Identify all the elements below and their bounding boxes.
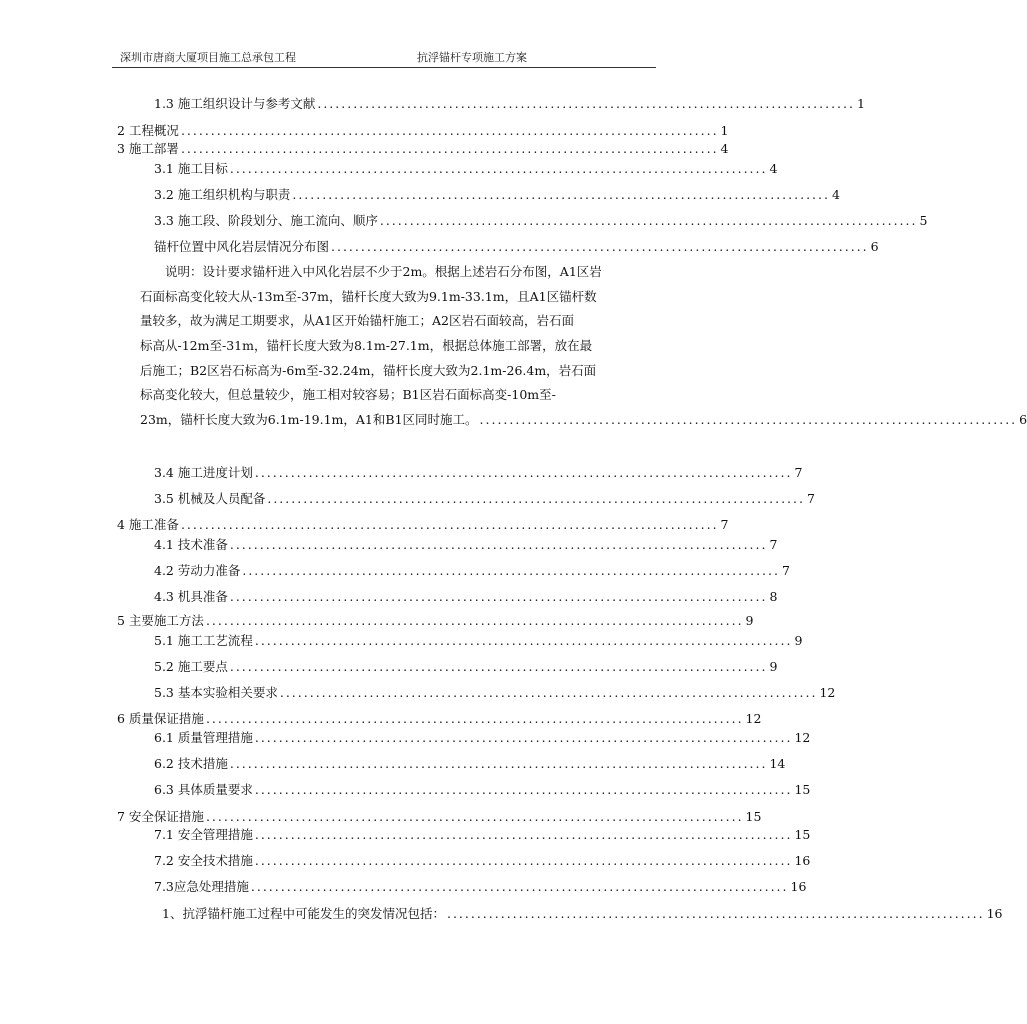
toc-leader: .......................................................................................... <box>242 563 780 578</box>
toc-entry-title: 4.3 机具准备 <box>154 589 228 604</box>
toc-leader: .......................................................................................... <box>180 517 719 532</box>
toc-entry-page: 9 <box>794 633 803 648</box>
toc-entry-page: 16 <box>790 879 807 894</box>
toc-leader: .......................................................................................... <box>267 491 805 506</box>
header-project-name: 深圳市唐商大厦项目施工总承包工程 <box>120 51 296 64</box>
toc-entry[interactable] <box>154 562 790 580</box>
toc-entry-page: 16 <box>986 906 1003 921</box>
note-last-line-page: 6 <box>1019 412 1027 428</box>
note-line: 标高从-12m至-31m，锚杆长度大致为8.1m-27.1m，根据总体施工部署，放在最 <box>140 338 593 354</box>
toc-leader: .......................................................................................... <box>254 782 793 797</box>
toc-entry[interactable] <box>154 490 815 508</box>
toc-entry-title: 3.4 施工进度计划 <box>154 465 253 480</box>
toc-entry-page: 15 <box>794 827 811 842</box>
toc-leader: .......................................................................................... <box>254 827 793 842</box>
note-line: 标高变化较大，但总量较少，施工相对较容易；B1区岩石面标高变-10m至- <box>140 387 556 403</box>
toc-leader: .......................................................................................... <box>254 465 793 480</box>
note-line: 量较多，故为满足工期要求，从A1区开始锚杆施工；A2区岩石面较高，岩石面 <box>140 313 574 329</box>
toc-leader: .......................................................................................... <box>479 412 1018 428</box>
toc-entry[interactable] <box>117 122 729 140</box>
toc-entry-page: 5 <box>919 213 928 228</box>
toc-leader: .......................................................................................... <box>254 633 793 648</box>
toc-leader: .......................................................................................... <box>229 589 768 604</box>
toc-leader: .......................................................................................... <box>331 239 869 254</box>
toc-entry-title: 4.2 劳动力准备 <box>154 563 241 578</box>
toc-leader: .......................................................................................... <box>379 213 918 228</box>
toc-entry-title: 4 施工准备 <box>117 517 179 532</box>
toc-entry[interactable] <box>154 658 778 676</box>
toc-entry-page: 9 <box>745 613 754 628</box>
toc-entry[interactable] <box>117 140 729 158</box>
toc-leader: .......................................................................................... <box>229 659 768 674</box>
toc-entry-page: 12 <box>819 685 836 700</box>
toc-leader: .......................................................................................... <box>250 879 789 894</box>
toc-entry-page: 7 <box>806 491 815 506</box>
toc-entry[interactable] <box>117 808 762 826</box>
toc-entry-title: 7.3应急处理措施 <box>154 879 249 894</box>
toc-leader: .......................................................................................... <box>229 161 768 176</box>
toc-entry[interactable] <box>154 729 811 747</box>
toc-entry-title: 7.2 安全技术措施 <box>154 853 253 868</box>
toc-entry[interactable] <box>154 878 807 896</box>
toc-entry-page: 7 <box>794 465 803 480</box>
toc-entry-page: 9 <box>769 659 778 674</box>
note-line: 说明：设计要求锚杆进入中风化岩层不少于2m。根据上述岩石分布图，A1区岩 <box>140 264 602 279</box>
toc-entry-title: 6.2 技术措施 <box>154 756 228 771</box>
toc-entry-page: 4 <box>831 187 840 202</box>
toc-entry-title: 5.1 施工工艺流程 <box>154 633 253 648</box>
toc-leader: .......................................................................................... <box>254 730 793 745</box>
toc-entry[interactable] <box>154 160 778 178</box>
toc-entry-title: 3.2 施工组织机构与职责 <box>154 187 291 202</box>
toc-leader: .......................................................................................... <box>180 141 719 156</box>
toc-entry[interactable] <box>154 684 836 702</box>
toc-entry-page: 7 <box>720 517 729 532</box>
toc-entry-title: 7 安全保证措施 <box>117 809 204 824</box>
toc-entry-page: 15 <box>745 809 762 824</box>
toc-entry-title: 6.1 质量管理措施 <box>154 730 253 745</box>
toc-entry-page: 4 <box>720 141 729 156</box>
toc-entry[interactable] <box>154 588 778 606</box>
toc-leader: .......................................................................................... <box>205 809 744 824</box>
header-document-title: 抗浮锚杆专项施工方案 <box>417 51 527 64</box>
toc-entry-page: 7 <box>781 563 790 578</box>
toc-entry[interactable] <box>117 612 754 630</box>
toc-entry[interactable] <box>117 710 762 728</box>
toc-leader: .......................................................................................... <box>229 756 768 771</box>
toc-entry-page: 1 <box>720 123 729 138</box>
toc-entry-title: 5 主要施工方法 <box>117 613 204 628</box>
toc-leader: .......................................................................................... <box>279 685 818 700</box>
toc-entry-title: 3 施工部署 <box>117 141 179 156</box>
toc-entry[interactable] <box>154 852 811 870</box>
toc-entry-page: 16 <box>794 853 811 868</box>
toc-entry[interactable] <box>154 536 778 554</box>
toc-entry[interactable] <box>154 95 865 113</box>
toc-entry-page: 6 <box>870 239 879 254</box>
toc-entry-page: 8 <box>769 589 778 604</box>
note-line: 石面标高变化较大从-13m至-37m，锚杆长度大致为9.1m-33.1m，且A1区锚杆数 <box>140 288 597 304</box>
toc-entry-title: 3.3 施工段、阶段划分、施工流向、顺序 <box>154 213 378 228</box>
toc-entry[interactable] <box>154 186 840 204</box>
toc-leader: .......................................................................................... <box>205 711 744 726</box>
toc-entry[interactable] <box>154 238 879 256</box>
toc-entry[interactable] <box>117 516 729 534</box>
toc-entry[interactable] <box>154 755 786 773</box>
rock-distribution-note <box>140 260 1027 433</box>
toc-entry-title: 2 工程概况 <box>117 123 179 138</box>
toc-entry-title: 3.1 施工目标 <box>154 161 228 176</box>
toc-entry-page: 12 <box>794 730 811 745</box>
toc-entry-title: 4.1 技术准备 <box>154 537 228 552</box>
toc-leader: .......................................................................................... <box>446 906 985 921</box>
toc-entry-page: 7 <box>769 537 778 552</box>
toc-entry-title: 1.3 施工组织设计与参考文献 <box>154 96 316 111</box>
toc-entry-title: 锚杆位置中风化岩层情况分布图 <box>154 239 330 254</box>
toc-entry[interactable] <box>154 464 803 482</box>
toc-entry-page: 1 <box>856 96 865 111</box>
toc-leader: .......................................................................................... <box>317 96 855 111</box>
toc-entry-page: 15 <box>794 782 811 797</box>
toc-leader: .......................................................................................... <box>229 537 768 552</box>
toc-leader: .......................................................................................... <box>292 187 830 202</box>
toc-entry-page: 12 <box>745 711 762 726</box>
toc-entry-title: 6 质量保证措施 <box>117 711 204 726</box>
toc-entry[interactable] <box>154 212 928 230</box>
toc-entry-title: 7.1 安全管理措施 <box>154 827 253 842</box>
note-line: 后施工；B2区岩石标高为-6m至-32.24m，锚杆长度大致为2.1m-26.4m，岩石面 <box>140 362 597 378</box>
toc-entry[interactable] <box>162 905 1003 923</box>
toc-entry-title: 3.5 机械及人员配备 <box>154 491 266 506</box>
toc-entry-page: 4 <box>769 161 778 176</box>
note-last-line[interactable] <box>140 408 1027 433</box>
toc-entry[interactable] <box>154 632 803 650</box>
toc-leader: .......................................................................................... <box>205 613 744 628</box>
toc-entry-title: 5.3 基本实验相关要求 <box>154 685 278 700</box>
toc-leader: .......................................................................................... <box>180 123 719 138</box>
note-last-line-text: 23m，锚杆长度大致为6.1m-19.1m，A1和B1区同时施工。 <box>140 412 478 428</box>
toc-entry-title: 5.2 施工要点 <box>154 659 228 674</box>
toc-entry-title: 1、抗浮锚杆施工过程中可能发生的突发情况包括： <box>162 906 445 921</box>
toc-entry[interactable] <box>154 781 811 799</box>
toc-entry-page: 14 <box>769 756 786 771</box>
toc-entry[interactable] <box>154 826 811 844</box>
toc-leader: .......................................................................................... <box>254 853 793 868</box>
toc-entry-title: 6.3 具体质量要求 <box>154 782 253 797</box>
